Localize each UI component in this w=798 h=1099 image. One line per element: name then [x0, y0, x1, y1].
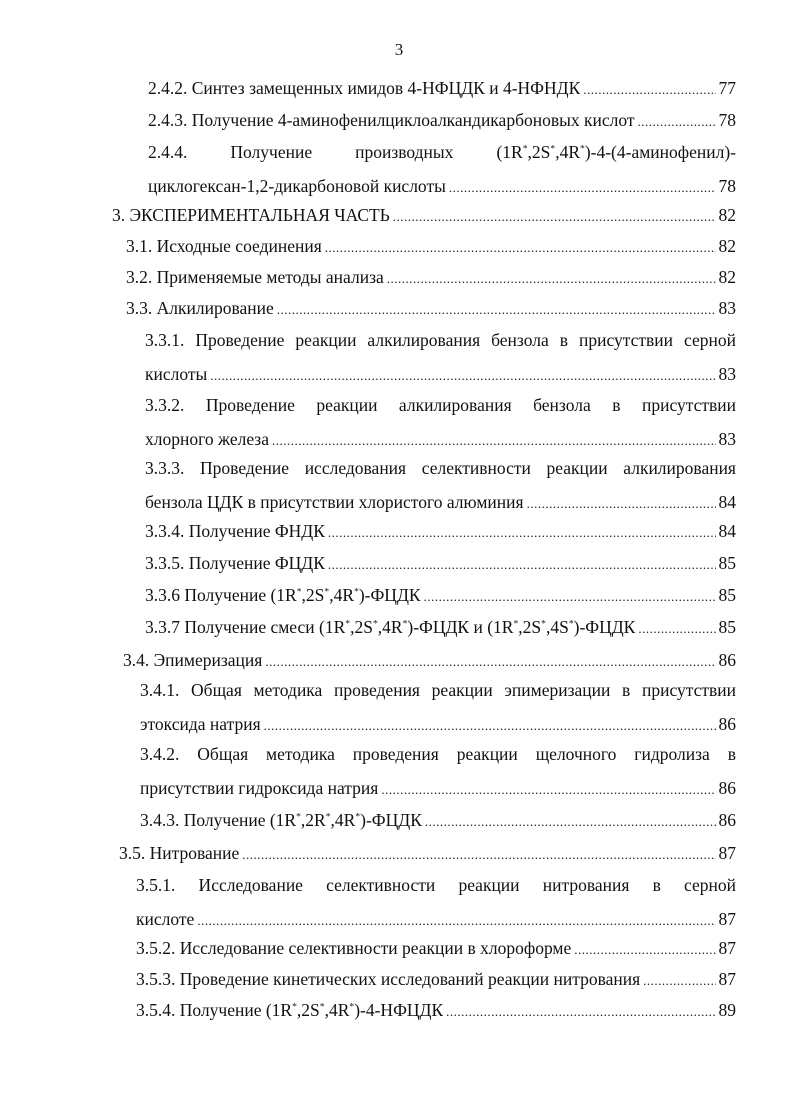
toc-page-number: 82	[718, 267, 736, 287]
toc-page-number: 83	[718, 298, 736, 318]
toc-entry-title: хлорного железа	[145, 429, 269, 449]
toc-page-number: 86	[718, 714, 736, 734]
toc-entry-title: 3.3.7 Получение смеси (1R*,2S*,4R*)-ФЦДК и (1R*,2S*,4S*)-ФЦДК	[145, 617, 636, 637]
toc-dot-leader	[638, 110, 716, 134]
toc-page-number: 85	[718, 553, 736, 573]
toc-entry	[112, 203, 736, 227]
toc-entry-title: 3.3.6 Получение (1R*,2S*,4R*)-ФЦДК	[145, 585, 421, 605]
toc-entry	[145, 328, 736, 394]
toc-entry	[119, 841, 736, 865]
toc-page-number: 86	[718, 810, 736, 830]
toc-page-number: 86	[718, 650, 736, 670]
toc-dot-leader	[325, 236, 716, 260]
toc-dot-leader	[393, 205, 716, 229]
toc-dot-leader	[210, 364, 715, 388]
toc-entry-title: бензола ЦДК в присутствии хлористого алюминия	[145, 492, 524, 512]
toc-entry-title: 3.4.3. Получение (1R*,2R*,4R*)-ФЦДК	[140, 810, 422, 830]
toc-entry	[145, 519, 736, 543]
toc-dot-leader	[574, 938, 715, 962]
toc-entry-title: 2.4.2. Синтез замещенных имидов 4-НФЦДК и 4-НФНДК	[148, 78, 581, 98]
toc-dot-leader	[264, 714, 716, 738]
toc-page-number: 85	[718, 617, 736, 637]
toc-entry	[136, 936, 736, 960]
toc-page-number: 82	[718, 205, 736, 225]
toc-page-number: 87	[718, 969, 736, 989]
toc-entry	[145, 583, 736, 607]
toc-dot-leader	[272, 429, 716, 453]
toc-entry	[140, 678, 736, 744]
toc-entry	[145, 393, 736, 459]
toc-entry-title: циклогексан-1,2-дикарбоновой кислоты	[148, 176, 446, 196]
toc-page-number: 85	[718, 585, 736, 605]
toc-entry	[145, 456, 736, 522]
toc-dot-leader	[527, 492, 716, 516]
toc-entry-title: 3.3.5. Получение ФЦДК	[145, 553, 325, 573]
toc-dot-leader	[197, 909, 715, 933]
toc-entry-title: кислоты	[145, 364, 208, 384]
toc-dot-leader	[381, 778, 715, 802]
toc-entry	[140, 742, 736, 808]
toc-entry	[148, 76, 736, 100]
toc-entry-title: 3. ЭКСПЕРИМЕНТАЛЬНАЯ ЧАСТЬ	[112, 205, 390, 225]
toc-entry-title: присутствии гидроксида натрия	[140, 778, 379, 798]
toc-page-number: 87	[718, 938, 736, 958]
toc-entry	[140, 808, 736, 832]
toc-page-number: 84	[718, 492, 736, 512]
toc-entry-title: этоксида натрия	[140, 714, 261, 734]
toc-entry-title: 3.5.4. Получение (1R*,2S*,4R*)-4-НФЦДК	[136, 1000, 444, 1020]
toc-entry-title: 3.5.2. Исследование селективности реакции в хлороформе	[136, 938, 572, 958]
toc-entry-title-line1: 3.3.3. Проведение исследования селективности реакции алкилирования	[145, 458, 736, 478]
toc-page-number: 87	[718, 843, 736, 863]
toc-entry	[148, 108, 736, 132]
toc-entry	[148, 140, 736, 206]
toc-entry	[145, 551, 736, 575]
toc-dot-leader	[425, 810, 716, 834]
toc-entry-title: 3.4. Эпимеризация	[123, 650, 263, 670]
toc-page-number: 78	[718, 110, 736, 130]
toc-entry-title: 3.3.4. Получение ФНДК	[145, 521, 325, 541]
toc-entry-title: 3.2. Применяемые методы анализа	[126, 267, 384, 287]
toc-entry-title-line1: 3.3.2. Проведение реакции алкилирования бензола в присутствии	[145, 395, 736, 415]
toc-entry-title: 3.5. Нитрование	[119, 843, 240, 863]
toc-page-number: 82	[718, 236, 736, 256]
toc-page-number: 89	[718, 1000, 736, 1020]
toc-page-number: 78	[718, 176, 736, 196]
toc-dot-leader	[328, 521, 716, 545]
toc-entry	[136, 873, 736, 939]
toc-entry-title: 2.4.3. Получение 4-аминофенилциклоалкандикарбоновых кислот	[148, 110, 635, 130]
toc-entry-title-line1: 3.3.1. Проведение реакции алкилирования бензола в присутствии серной	[145, 330, 736, 350]
toc-entry-title: 3.1. Исходные соединения	[126, 236, 322, 256]
toc-dot-leader	[387, 267, 716, 291]
toc-page-number: 84	[718, 521, 736, 541]
toc-entry	[123, 648, 736, 672]
toc-dot-leader	[328, 553, 716, 577]
toc-entry	[136, 967, 736, 991]
toc-dot-leader	[638, 617, 715, 641]
toc-page-number: 83	[718, 364, 736, 384]
toc-dot-leader	[449, 176, 716, 200]
toc-dot-leader	[424, 585, 716, 609]
toc-page-number: 86	[718, 778, 736, 798]
toc-entry	[126, 265, 736, 289]
toc-entry	[136, 998, 736, 1022]
toc-page-number: 77	[718, 78, 736, 98]
toc-page-number: 87	[718, 909, 736, 929]
toc-entry-title: 3.3. Алкилирование	[126, 298, 274, 318]
toc-entry	[126, 234, 736, 258]
toc-dot-leader	[643, 969, 715, 993]
toc-page-number: 83	[718, 429, 736, 449]
toc-entry-title-line1: 3.4.1. Общая методика проведения реакции эпимеризации в присутствии	[140, 680, 736, 700]
page-number: 3	[394, 40, 404, 59]
toc-entry-title-line1: 3.4.2. Общая методика проведения реакции щелочного гидролиза в	[140, 744, 736, 764]
toc-entry	[126, 296, 736, 320]
toc-entry-title: 3.5.3. Проведение кинетических исследований реакции нитрования	[136, 969, 641, 989]
toc-entry-title: кислоте	[136, 909, 195, 929]
toc-dot-leader	[446, 1000, 715, 1024]
toc-dot-leader	[242, 843, 715, 867]
toc-entry-title-line1: 2.4.4. Получение производных (1R*,2S*,4R*)-4-(4-аминофенил)-	[148, 142, 736, 162]
toc-dot-leader	[265, 650, 715, 674]
toc-entry-title-line1: 3.5.1. Исследование селективности реакции нитрования в серной	[136, 875, 736, 895]
toc-dot-leader	[583, 78, 715, 102]
toc-dot-leader	[277, 298, 716, 322]
toc-entry	[145, 615, 736, 639]
